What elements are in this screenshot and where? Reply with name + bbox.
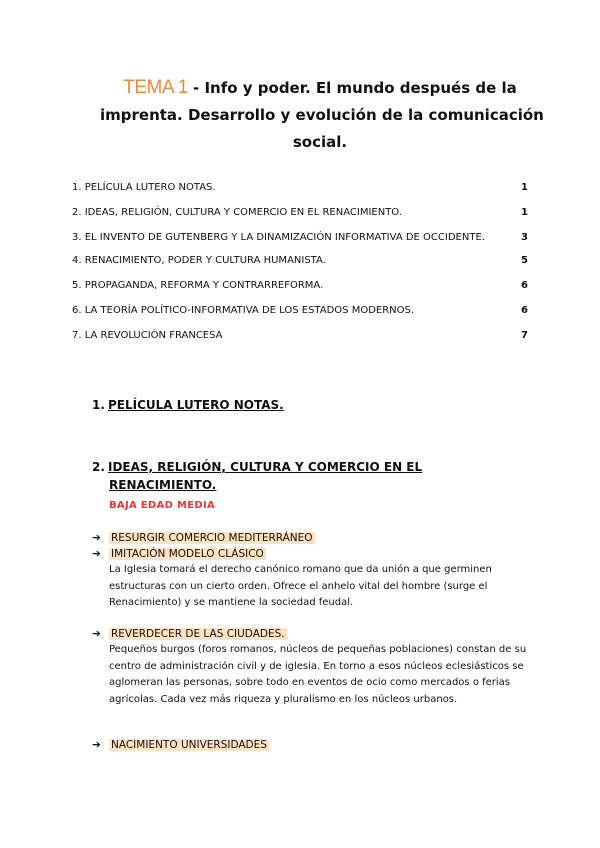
- arrow-icon: ➔: [92, 628, 101, 640]
- toc-label: 7. LA REVOLUCIÓN FRANCESA: [72, 330, 223, 341]
- toc-page: 3: [521, 232, 528, 243]
- arrow-icon: ➔: [92, 548, 101, 560]
- title-line-2: imprenta. Desarrollo y evolución de la comunicación: [100, 106, 544, 124]
- bullet-label: NACIMIENTO UNIVERSIDADES: [111, 739, 267, 751]
- table-of-contents: [72, 181, 528, 354]
- subtitle-baja-edad-media: BAJA EDAD MEDIA: [109, 500, 215, 511]
- section-title: PELÍCULA LUTERO NOTAS.: [108, 398, 284, 412]
- bullet-label: IMITACIÓN MODELO CLÁSICO: [111, 548, 264, 560]
- toc-label: 5. PROPAGANDA, REFORMA Y CONTRARREFORMA.: [72, 280, 324, 291]
- bullet-item: [92, 532, 532, 544]
- paragraph: La Iglesia tomará el derecho canónico romano que da unión a que germinen estructuras con un cierto orden. Ofrece el anhelo vital del hombre (surge el Renacimiento) y se mantiene la sociedad feudal.: [109, 564, 492, 608]
- toc-page: 1: [521, 207, 528, 218]
- section-heading-2-cont: [109, 476, 216, 494]
- toc-label: 6. LA TEORÍA POLÍTICO-INFORMATIVA DE LOS ESTADOS MODERNOS.: [72, 305, 415, 316]
- toc-label: 1. PELÍCULA LUTERO NOTAS.: [72, 182, 216, 193]
- toc-item[interactable]: [72, 206, 528, 219]
- bullet-item: [92, 628, 532, 640]
- bullet-label: RESURGIR COMERCIO MEDITERRÁNEO: [111, 532, 313, 544]
- title-line-3: social.: [292, 133, 348, 151]
- arrow-icon: ➔: [92, 739, 101, 751]
- bullet-item: [92, 548, 532, 560]
- section-title-cont: RENACIMIENTO.: [109, 478, 217, 492]
- section-title: IDEAS, RELIGIÓN, CULTURA Y COMERCIO EN EL: [108, 460, 423, 474]
- title-text-1: Info y poder. El mundo después de la: [204, 79, 517, 97]
- toc-item[interactable]: [72, 304, 528, 317]
- title-dash: -: [187, 79, 205, 97]
- toc-label: 4. RENACIMIENTO, PODER Y CULTURA HUMANISTA.: [72, 255, 326, 266]
- arrow-icon: ➔: [92, 532, 101, 544]
- document-title: [100, 77, 544, 159]
- toc-item[interactable]: [72, 279, 528, 292]
- toc-page: 1: [521, 182, 528, 193]
- toc-page: 5: [521, 255, 528, 266]
- toc-item[interactable]: [72, 231, 528, 244]
- toc-page: 6: [521, 305, 528, 316]
- bullet-item: [92, 739, 532, 751]
- toc-label: 2. IDEAS, RELIGIÓN, CULTURA Y COMERCIO EN EL RENACIMIENTO.: [72, 207, 402, 218]
- section-heading-1: [92, 396, 284, 414]
- section-heading-2: [92, 458, 422, 476]
- toc-item[interactable]: [72, 181, 528, 194]
- toc-item[interactable]: [72, 329, 528, 342]
- bullet-label: REVERDECER DE LAS CIUDADES.: [111, 628, 285, 640]
- tema-label: TEMA 1: [123, 77, 188, 98]
- section-number: 2.: [92, 460, 105, 474]
- paragraph: Pequeños burgos (foros romanos, núcleos de pequeñas poblaciones) constan de su centro de administración civil y de iglesia. En torno a esos núcleos eclesiásticos se aglomeran las personas, sobre todo en eventos de ocio como mercados o ferias agrícolas. Cada vez más riqueza y pluralismo en los núcleos urbanos.: [109, 644, 527, 705]
- toc-page: 6: [521, 280, 528, 291]
- section-number: 1.: [92, 398, 105, 412]
- title-line-1: [100, 78, 540, 98]
- toc-label: 3. EL INVENTO DE GUTENBERG Y LA DINAMIZACIÓN INFORMATIVA DE OCCIDENTE.: [72, 232, 485, 243]
- toc-item[interactable]: [72, 254, 528, 267]
- toc-page: 7: [521, 330, 528, 341]
